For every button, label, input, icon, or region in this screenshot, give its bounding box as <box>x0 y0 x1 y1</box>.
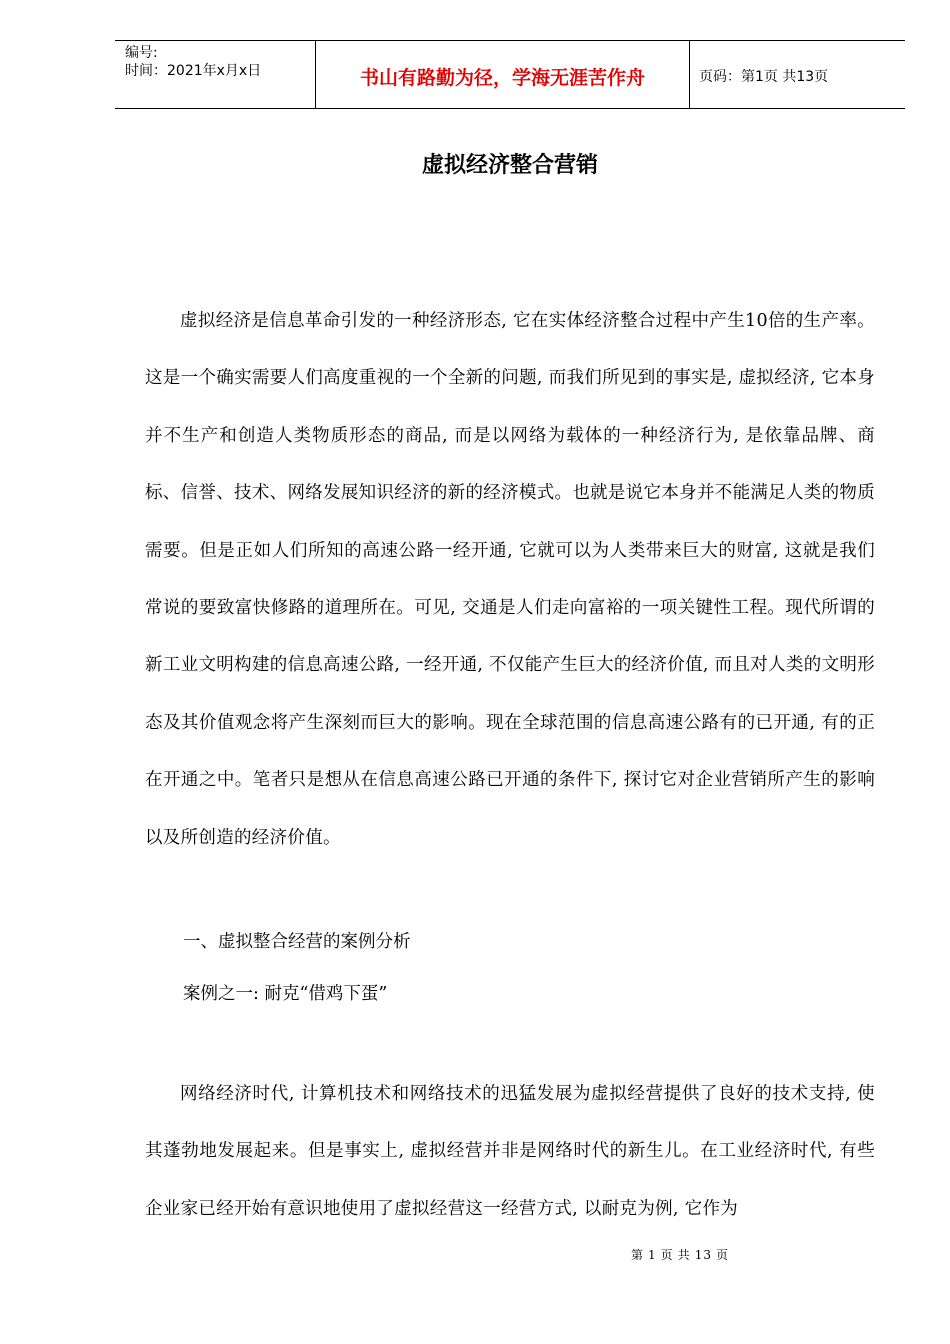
page-footer <box>629 1246 731 1263</box>
page-info: 页码：第1页 共13页 <box>699 68 829 85</box>
footer-total-pages: 13 <box>694 1248 712 1262</box>
header-motto-cell <box>316 41 690 108</box>
case-heading: 案例之一: 耐克“借鸡下蛋” <box>183 984 388 1004</box>
paragraph-text: 虚拟经济是信息革命引发的一种经济形态, 它在实体经济整合过程中产生10倍的生产率。这是一个确实需要人们高度重视的一个全新的问题, 而我们所见到的事实是, 虚拟经济, 它本身并不生产和创造人类物质形态的商品, 而是以网络为载体的一种经济行为, 是依靠品牌、商标、信誉、技术、网络发展知识经济的新的经济模式。也就是说它本身并不能满足人类的物质需要。但是正如人们所知的高速公路一经开通, 它就可以为人类带来巨大的财富, 这就是我们常说的要致富快修路的道理所在。可见, 交通是人们走向富裕的一项关键性工程。现代所谓的新工业文明构建的信息高速公路, 一经开通, 不仅能产生巨大的经济价值, 而且对人类的文明形态及其价值观念将产生深刻而巨大的影响。现在全球范围的信息高速公路有的已开通, 有的正在开通之中。笔者只是想从在信息高速公路已开通的条件下, 探讨它对企业营销所产生的影响以及所创造的经济价值。 <box>145 311 875 848</box>
body-paragraph-2 <box>145 1066 875 1238</box>
footer-gong: 共 <box>677 1248 691 1262</box>
header-table <box>115 40 905 109</box>
time-label: 时间：2021年x月x日 <box>125 63 262 79</box>
document-title: 虚拟经济整合营销 <box>421 153 598 178</box>
footer-di: 第 <box>631 1248 645 1262</box>
footer-page-number: 1 <box>648 1248 657 1262</box>
footer-ye: 页 <box>660 1248 674 1262</box>
footer-ye-2: 页 <box>715 1248 729 1262</box>
header-meta-cell <box>115 41 316 108</box>
body-paragraph-1 <box>145 293 875 867</box>
number-label: 编号: <box>125 45 158 61</box>
paragraph-text: 网络经济时代, 计算机技术和网络技术的迅猛发展为虚拟经营提供了良好的技术支持, 使其蓬勃地发展起来。但是事实上, 虚拟经营并非是网络时代的新生儿。在工业经济时代, 有些企业家已经开始有意识地使用了虚拟经营这一经营方式, 以耐克为例, 它作为 <box>145 1084 875 1219</box>
section-heading: 一、虚拟整合经营的案例分析 <box>183 932 411 952</box>
motto-text: 书山有路勤为径，学海无涯苦作舟 <box>359 67 645 89</box>
header-page-cell <box>690 41 905 108</box>
